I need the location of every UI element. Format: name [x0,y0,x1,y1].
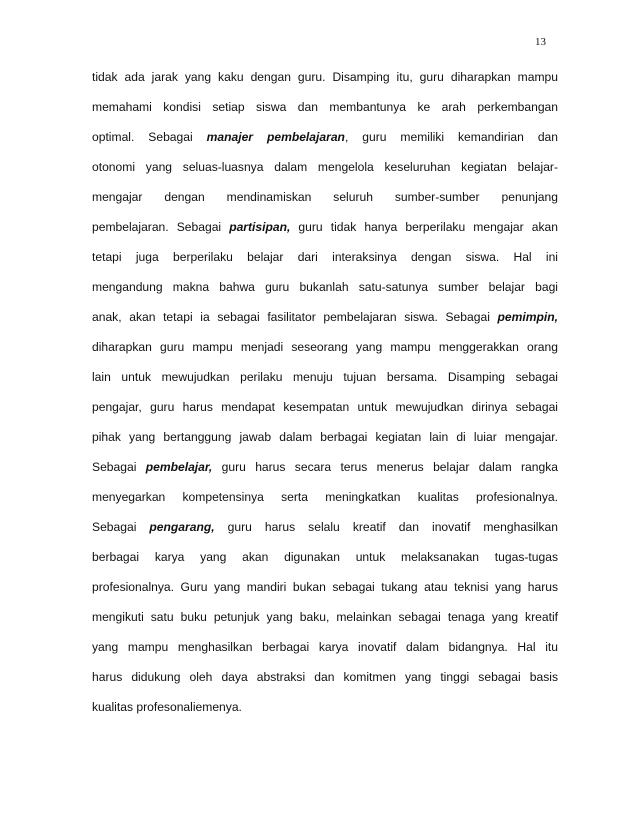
emphasized-term: pemimpin, [497,310,558,324]
text-segment: optimal. Sebagai [92,130,207,144]
text-line: profesionalnya. Guru yang mandiri bukan sebagai tukang atau teknisi yang harus [92,580,558,594]
page-number: 13 [535,36,546,48]
text-segment: Sebagai [92,460,146,474]
text-segment: guru harus selalu kreatif dan inovatif menghasilkan [214,520,558,534]
text-segment: anak, akan tetapi ia sebagai fasilitator pembelajaran siswa. Sebagai [92,310,498,324]
emphasized-term: partisipan, [229,220,291,234]
text-line [92,457,558,487]
text-line: memahami kondisi setiap siswa dan membantunya ke arah perkembangan [92,100,558,114]
text-line: otonomi yang seluas-luasnya dalam mengelola keseluruhan kegiatan belajar- [92,160,558,174]
text-line: yang mampu menghasilkan berbagai karya inovatif dalam bidangnya. Hal itu [92,640,558,654]
text-line: diharapkan guru mampu menjadi seseorang yang mampu menggerakkan orang [92,340,558,354]
text-segment: , guru memiliki kemandirian dan [344,130,559,144]
body-paragraph [92,67,558,727]
text-line: mengandung makna bahwa guru bukanlah satu-satunya sumber belajar bagi [92,280,558,294]
text-line: pihak yang bertanggung jawab dalam berbagai kegiatan lain di luiar mengajar. [92,430,558,444]
emphasized-term: pembelajar, [145,460,213,474]
emphasized-term: manajer pembelajaran [206,130,345,144]
text-line [92,127,558,157]
text-segment: Sebagai [92,520,150,534]
text-line [92,517,558,547]
text-line: berbagai karya yang akan digunakan untuk melaksanakan tugas-tugas [92,550,558,564]
text-segment: pembelajaran. Sebagai [92,220,230,234]
text-line: mengajar dengan mendinamiskan seluruh sumber-sumber penunjang [92,190,558,204]
text-line: pengajar, guru harus mendapat kesempatan untuk mewujudkan dirinya sebagai [92,400,558,414]
text-line: tidak ada jarak yang kaku dengan guru. Disamping itu, guru diharapkan mampu [92,70,558,84]
text-line [92,307,558,337]
text-line: lain untuk mewujudkan perilaku menuju tujuan bersama. Disamping sebagai [92,370,558,384]
text-segment: guru harus secara terus menerus belajar dalam rangka [212,460,558,474]
emphasized-term: pengarang, [149,520,215,534]
text-line: menyegarkan kompetensinya serta meningkatkan kualitas profesionalnya. [92,490,558,504]
text-line: kualitas profesonaliemenya. [92,700,242,714]
text-line: tetapi juga berperilaku belajar dari interaksinya dengan siswa. Hal ini [92,250,558,264]
text-line: mengikuti satu buku petunjuk yang baku, melainkan sebagai tenaga yang kreatif [92,610,558,624]
text-segment: guru tidak hanya berperilaku mengajar akan [290,220,558,234]
text-line [92,217,558,247]
text-line: harus didukung oleh daya abstraksi dan komitmen yang tinggi sebagai basis [92,670,558,684]
